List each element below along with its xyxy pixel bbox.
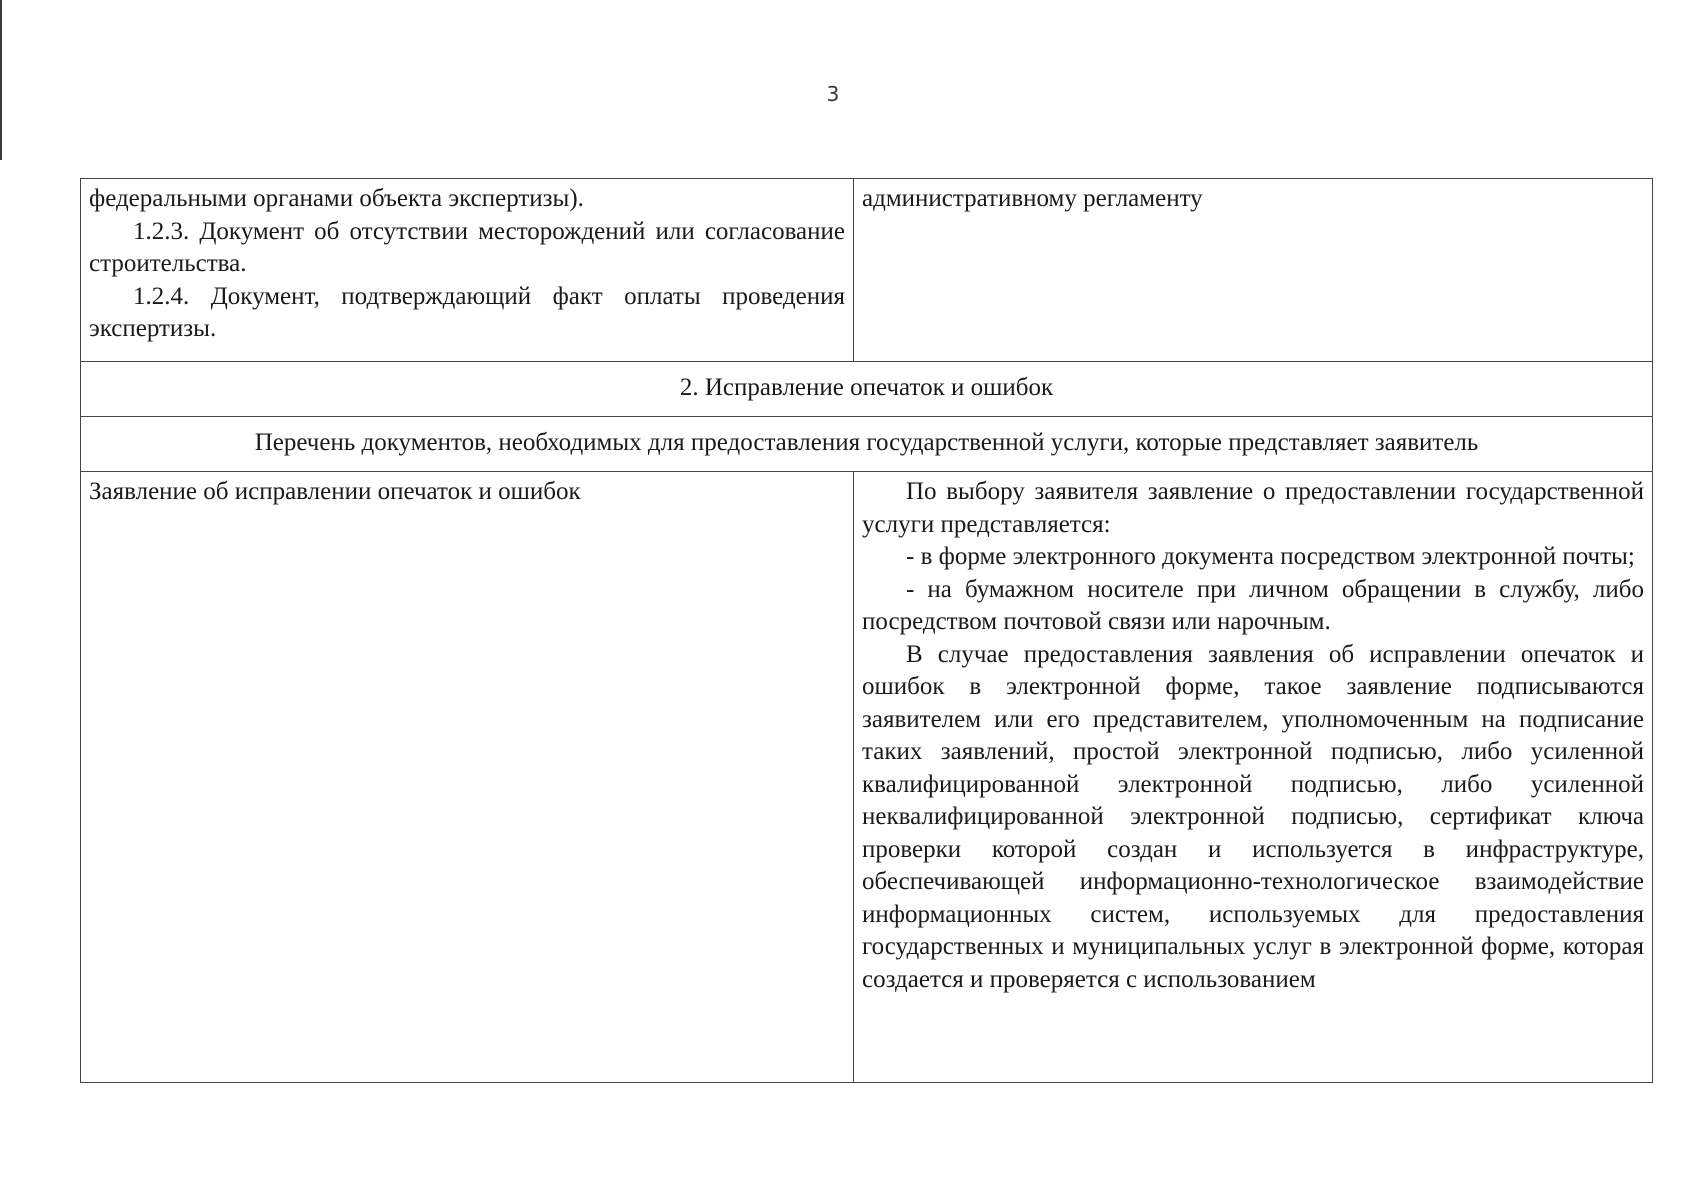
page-number: 3 — [826, 82, 840, 106]
requirements-table — [80, 178, 1653, 1083]
paragraph-electronic-option: - в форме электронного документа посредством электронной почты; — [906, 543, 1635, 570]
paragraph-choice: По выбору заявителя заявление о предоставлении государственной услуги представляется: — [862, 478, 1644, 538]
scan-border-mark — [0, 0, 2, 160]
cell-body-right — [854, 472, 1653, 1083]
cell-body-left — [81, 472, 854, 1083]
section-heading: 2. Исправление опечаток и ошибок — [81, 362, 1653, 417]
cell-top-right — [854, 179, 1653, 362]
table-row-section-heading — [81, 362, 1653, 417]
paragraph-application: Заявление об исправлении опечаток и ошибок — [89, 478, 581, 505]
list-heading: Перечень документов, необходимых для предоставления государственной услуги, которые представляет заявитель — [81, 417, 1653, 472]
table-row-body — [81, 472, 1653, 1083]
paragraph-electronic-signature: В случае предоставления заявления об исправлении опечаток и ошибок в электронной форме, такое заявление подписываются заявителем или его представителем, уполномоченным на подписание таких заявлений, простой электронной подписью, либо усиленной квалифицированной электронной подписью, либо усиленной неквалифицированной электронной подписью, сертификат ключа проверки которой создан и используется в инфраструктуре, обеспечивающей информационно-технологическое взаимодействие информационных систем, используемых для предоставления государственных и муниципальных услуг в электронной форме, которая создается и проверяется с использованием — [862, 640, 1644, 993]
table-row-top — [81, 179, 1653, 362]
paragraph-regulation: административному регламенту — [862, 185, 1203, 212]
table-row-list-heading — [81, 417, 1653, 472]
paragraph-item-1-2-4: 1.2.4. Документ, подтверждающий факт оплаты проведения экспертизы. — [89, 282, 845, 342]
paragraph-paper-option: - на бумажном носителе при личном обращении в службу, либо посредством почтовой связи или нарочным. — [862, 575, 1644, 635]
cell-top-left — [81, 179, 854, 362]
paragraph-continuation: федеральными органами объекта экспертизы). — [89, 185, 584, 212]
paragraph-item-1-2-3: 1.2.3. Документ об отсутствии месторождений или согласование строительства. — [89, 217, 845, 277]
